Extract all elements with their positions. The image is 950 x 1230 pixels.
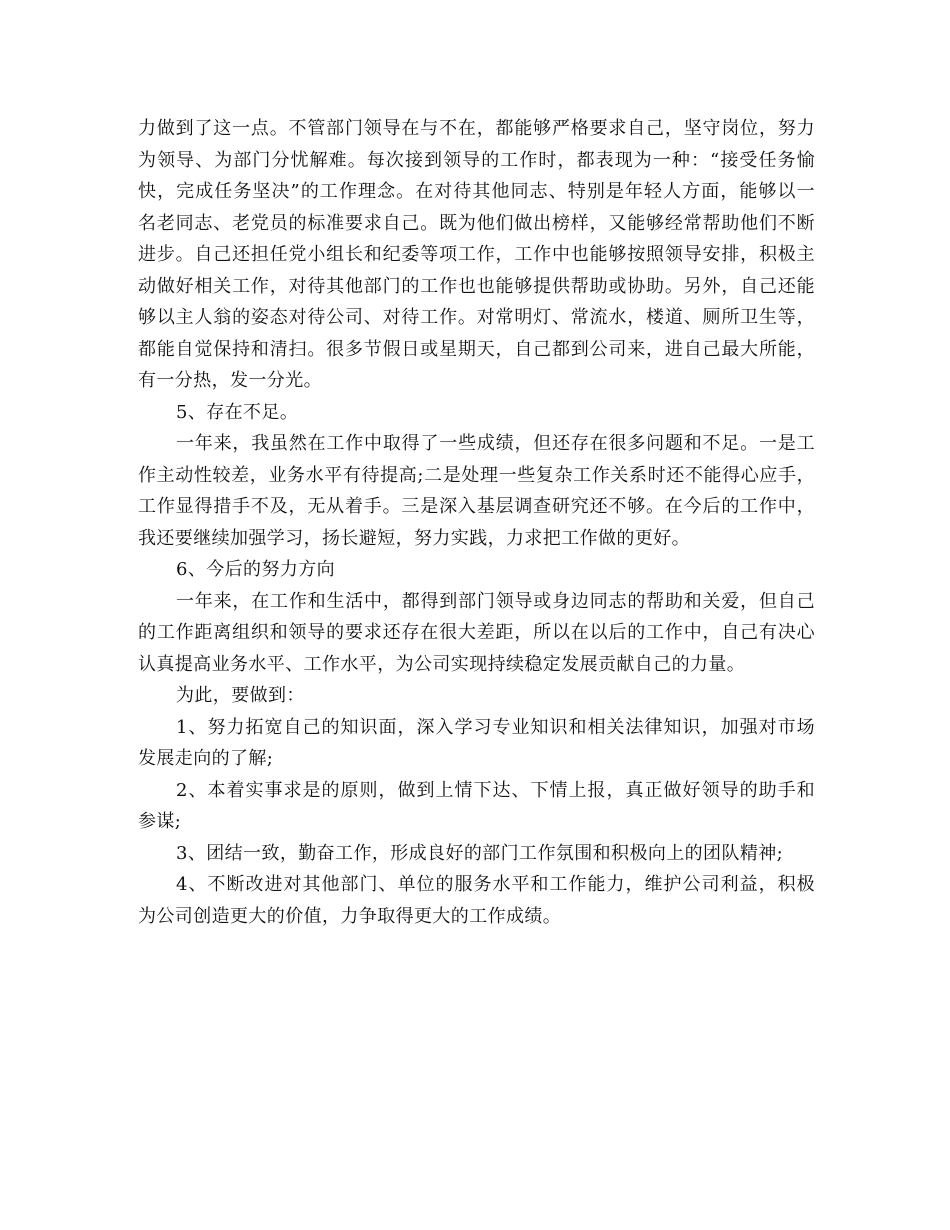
paragraph-p10 [138,869,815,932]
paragraph-p3 [138,428,815,554]
text-line: 发展走向的了解; [138,748,274,769]
text-line: 都能自觉保持和清扫。很多节假日或星期天，自己都到公司来，进自己最大所能， [138,338,815,360]
text-line: 参谋; [138,811,182,832]
text-line: 1、努力拓宽自己的知识面，深入学习专业知识和相关法律知识，加强对市场 [176,716,815,738]
text-line: 认真提高业务水平、工作水平，为公司实现持续稳定发展贡献自己的力量。 [138,653,746,675]
paragraph-p7 [138,712,815,775]
text-line: 一年来，在工作和生活中，都得到部门领导或身边同志的帮助和关爱，但自己 [176,590,815,612]
document-body [138,113,815,932]
paragraph-p5 [138,586,815,681]
text-line: 4、不断改进对其他部门、单位的服务水平和工作能力，维护公司利益，积极 [176,874,815,895]
text-line: 够以主人翁的姿态对待公司、对待工作。对常明灯、常流水，楼道、厕所卫生等， [138,307,815,328]
paragraph-p8 [138,775,815,838]
text-line: 作主动性较差，业务水平有待提高;二是处理一些复杂工作关系时还不能得心应手， [138,464,815,486]
text-line: 为此，要做到： [176,685,305,706]
text-line: 有一分热，发一分光。 [138,370,322,391]
text-line: 2、本着实事求是的原则，做到上情下达、下情上报，真正做好领导的助手和 [176,779,815,801]
paragraph-p9 [138,838,815,870]
text-line: 3、团结一致，勤奋工作，形成良好的部门工作氛围和积极向上的团队精神; [176,842,784,864]
text-line: 进步。自己还担任党小组长和纪委等项工作，工作中也能够按照领导安排，积极主 [138,244,815,265]
text-line: 名老同志、老党员的标准要求自己。既为他们做出榜样，又能够经常帮助他们不断 [138,212,815,234]
text-line: 工作显得措手不及，无从着手。三是深入基层调查研究还不够。在今后的工作中， [138,496,815,517]
text-line: 一年来，我虽然在工作中取得了一些成绩，但还存在很多问题和不足。一是工 [176,433,815,454]
paragraph-p6 [138,680,815,712]
paragraph-p1 [138,113,815,397]
paragraph-p4 [138,554,815,586]
text-line: 动做好相关工作，对待其他部门的工作也也能够提供帮助或协助。另外，自己还能 [138,275,815,297]
text-line: 5、存在不足。 [176,401,299,423]
text-line: 力做到了这一点。不管部门领导在与不在，都能够严格要求自己，坚守岗位，努力 [138,118,815,139]
text-line: 6、今后的努力方向 [176,559,336,580]
text-line: 快，完成任务坚决”的工作理念。在对待其他同志、特别是年轻人方面，能够以一 [138,181,815,202]
text-line: 的工作距离组织和领导的要求还存在很大差距，所以在以后的工作中，自己有决心 [138,622,815,643]
text-line: 为领导、为部门分忧解难。每次接到领导的工作时，都表现为一种：“接受任务愉 [138,149,815,171]
paragraph-p2 [138,397,815,429]
text-line: 为公司创造更大的价值，力争取得更大的工作成绩。 [138,905,562,927]
text-line: 我还要继续加强学习，扬长避短，努力实践，力求把工作做的更好。 [138,527,690,549]
